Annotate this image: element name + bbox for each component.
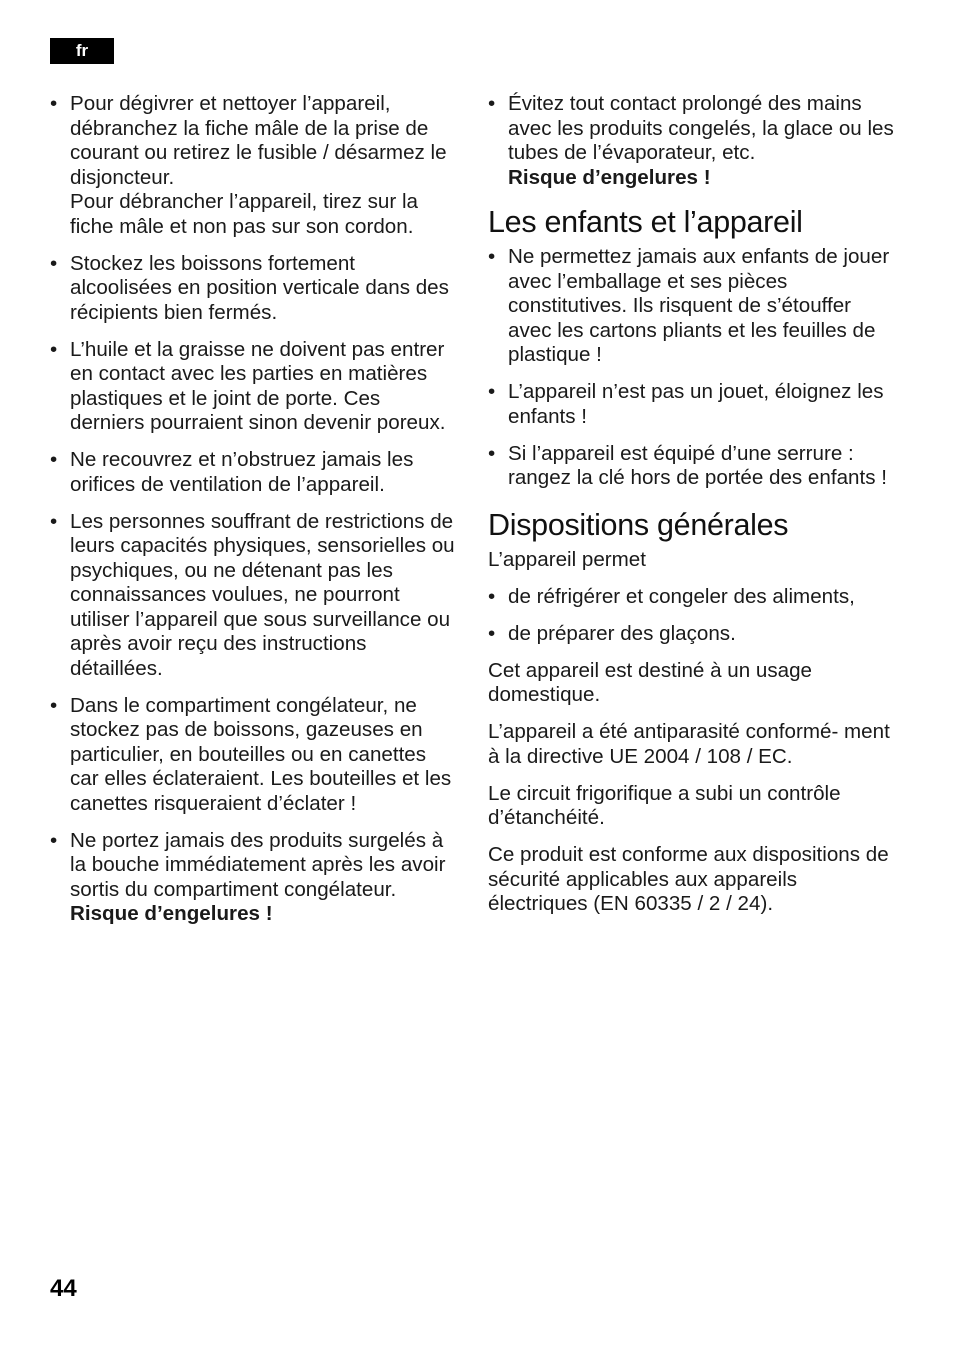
list-item-text: L’appareil n’est pas un jouet, éloignez les enfants !	[508, 380, 884, 428]
list-item	[50, 252, 460, 326]
bullet-icon: •	[488, 92, 496, 115]
list-item-text: Ne permettez jamais aux enfants de jouer avec l’emballage et ses pièces constitutives. Ils risquent de s’étouffer avec les cartons pliants et les feuilles de plastique !	[508, 245, 890, 366]
bullet-icon: •	[50, 251, 58, 275]
section-heading-children: Les enfants et l’appareil	[488, 205, 803, 239]
list-item-text: L’huile et la graisse ne doivent pas entrer en contact avec les parties en matières plastiques et le joint de porte. Ces derniers pourraient sinon devenir poreux.	[70, 337, 446, 434]
list-item-text: Stockez les boissons fortement alcoolisées en position verticale dans des récipients bien fermés.	[70, 251, 449, 324]
general-list	[488, 585, 898, 647]
list-item	[488, 585, 898, 610]
bullet-icon: •	[50, 92, 58, 115]
list-item-text: Pour dégivrer et nettoyer l’appareil, débranchez la fiche mâle de la prise de courant ou retirez le fusible / désarmez le disjoncteur.	[70, 92, 447, 189]
bullet-icon: •	[488, 380, 496, 403]
bullet-icon: •	[50, 509, 58, 533]
general-paragraph: L’appareil a été antiparasité conformé- ment à la directive UE 2004 / 108 / EC.	[488, 720, 890, 768]
bullet-icon: •	[50, 693, 58, 717]
list-item	[488, 245, 898, 368]
list-item-text-continued: Pour débrancher l’appareil, tirez sur la fiche mâle et non pas sur son cordon.	[70, 190, 418, 238]
list-item	[50, 510, 460, 682]
list-item	[488, 622, 898, 647]
bullet-icon: •	[50, 828, 58, 852]
list-item-text: Si l’appareil est équipé d’une serrure : rangez la clé hors de portée des enfants !	[508, 441, 887, 489]
general-intro: L’appareil permet	[488, 547, 646, 571]
bullet-icon: •	[488, 245, 496, 268]
general-paragraph: Le circuit frigorifique a subi un contrôle d’étanchéité.	[488, 781, 841, 829]
list-item-text: Ne portez jamais des produits surgelés à la bouche immédiatement après les avoir sortis du compartiment congélateur.	[70, 828, 446, 901]
list-item	[50, 92, 460, 239]
list-item-text: Dans le compartiment congélateur, ne stockez pas de boissons, gazeuses en particulier, en bouteilles ou en canettes car elles éclateraient. Les bouteilles et les canettes risqueraient d’éclater !	[70, 693, 452, 815]
section-heading-general: Dispositions générales	[488, 507, 789, 542]
general-paragraph: Cet appareil est destiné à un usage domestique.	[488, 658, 812, 706]
language-tag: fr	[50, 38, 114, 64]
list-item	[50, 694, 460, 817]
list-item	[50, 338, 460, 436]
list-item	[50, 829, 460, 927]
list-item	[488, 92, 898, 190]
bullet-icon: •	[488, 441, 496, 465]
left-column	[50, 92, 460, 939]
general-paragraph: Ce produit est conforme aux dispositions de sécurité applicables aux appareils électriques (EN 60335 / 2 / 24).	[488, 843, 889, 915]
list-item-text: Les personnes souffrant de restrictions de leurs capacités physiques, sensorielles ou psychiques, ou ne détenant pas les connaissances voulues, ne pourront utiliser l’appareil que sous surveillance ou après avoir reçu des instructions détaillées.	[70, 509, 455, 680]
safety-list-right-top	[488, 92, 898, 190]
list-item	[488, 380, 898, 429]
bullet-icon: •	[50, 448, 58, 471]
frostbite-warning: Risque d’engelures !	[508, 165, 711, 189]
list-item-text: Ne recouvrez et n’obstruez jamais les orifices de ventilation de l’appareil.	[70, 448, 414, 496]
children-list	[488, 245, 898, 491]
right-column	[488, 92, 898, 929]
list-item-text: Évitez tout contact prolongé des mains avec les produits congelés, la glace ou les tubes de l’évaporateur, etc.	[508, 92, 894, 164]
list-item	[50, 448, 460, 497]
page-number: 44	[50, 1275, 77, 1302]
bullet-icon: •	[488, 621, 496, 645]
safety-list-left	[50, 92, 460, 927]
bullet-icon: •	[50, 337, 58, 361]
list-item	[488, 442, 898, 491]
list-item-text: de préparer des glaçons.	[508, 621, 736, 645]
bullet-icon: •	[488, 584, 496, 608]
list-item-text: de réfrigérer et congeler des aliments,	[508, 584, 855, 608]
frostbite-warning: Risque d’engelures !	[70, 902, 273, 925]
